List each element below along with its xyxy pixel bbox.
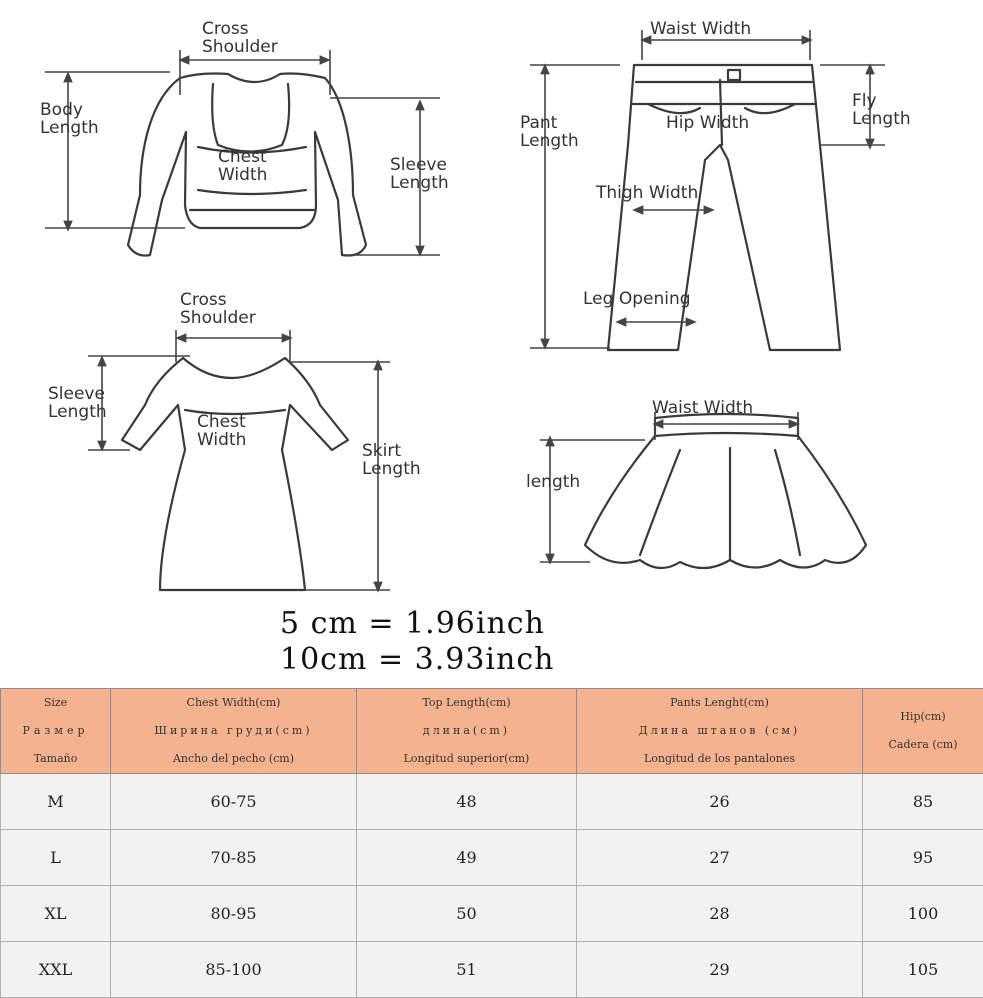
header-size-es: Tamaño xyxy=(1,745,110,773)
header-size xyxy=(1,689,111,774)
cell-top-length: 50 xyxy=(357,886,577,942)
label-skirt-length-1: Skirt xyxy=(362,441,401,461)
cell-top-length: 51 xyxy=(357,942,577,998)
label-dress-cross-shoulder-2: Shoulder xyxy=(180,308,256,328)
cell-size: M xyxy=(1,774,111,830)
cell-top-length: 48 xyxy=(357,774,577,830)
skirt-outline xyxy=(585,414,866,568)
header-pants-length-en: Pants Lenght(cm) xyxy=(577,689,862,717)
header-top-length-es: Longitud superior(cm) xyxy=(357,745,576,773)
label-top-sleeve-length-1: Sleeve xyxy=(390,155,447,175)
label-skirt-length-small: length xyxy=(526,472,580,492)
cell-top-length: 49 xyxy=(357,830,577,886)
label-dress-chest-width-1: Chest xyxy=(197,412,246,432)
label-dress-chest-width-2: Width xyxy=(197,430,246,450)
cell-pants-length: 29 xyxy=(577,942,863,998)
header-pants-length xyxy=(577,689,863,774)
table-row xyxy=(1,774,983,830)
label-fly-length-2: Length xyxy=(852,109,911,129)
label-skirt-waist-width: Waist Width xyxy=(652,398,753,418)
label-dress-cross-shoulder-1: Cross xyxy=(180,290,227,310)
header-top-length-ru: длина(cm) xyxy=(357,717,576,745)
measurement-labels xyxy=(40,19,911,492)
table-row xyxy=(1,886,983,942)
label-hip-width: Hip Width xyxy=(666,113,749,133)
header-size-en: Size xyxy=(1,689,110,717)
label-top-cross-shoulder-1: Cross xyxy=(202,19,249,39)
conversion-5cm: 5 cm = 1.96inch xyxy=(280,606,545,641)
label-top-chest-width-2: Width xyxy=(218,165,267,185)
cell-hip: 105 xyxy=(863,942,983,998)
label-top-sleeve-length-2: Length xyxy=(390,173,449,193)
label-pant-length-1: Pant xyxy=(520,113,558,133)
size-table-header xyxy=(1,689,983,774)
header-chest-en: Chest Width(cm) xyxy=(111,689,356,717)
cell-chest: 80-95 xyxy=(111,886,357,942)
dress-outline xyxy=(122,358,348,590)
cell-size: XL xyxy=(1,886,111,942)
label-skirt-length-2: Length xyxy=(362,459,421,479)
header-pants-length-es: Longitud de los pantalones xyxy=(577,745,862,773)
header-hip-en: Hip(cm) xyxy=(863,703,983,731)
label-leg-opening: Leg Opening xyxy=(583,289,691,309)
header-size-ru: Размер xyxy=(1,717,110,745)
label-fly-length-1: Fly xyxy=(852,91,877,111)
header-top-length xyxy=(357,689,577,774)
header-pants-length-ru: Длина штанов (см) xyxy=(577,717,862,745)
label-top-chest-width-1: Chest xyxy=(218,147,267,167)
table-row xyxy=(1,942,983,998)
cell-size: L xyxy=(1,830,111,886)
cell-chest: 85-100 xyxy=(111,942,357,998)
header-chest-ru: Ширина груди(cm) xyxy=(111,717,356,745)
header-top-length-en: Top Length(cm) xyxy=(357,689,576,717)
label-thigh-width: Thigh Width xyxy=(595,183,698,203)
label-dress-sleeve-length-2: Length xyxy=(48,402,107,422)
size-table xyxy=(0,688,983,998)
cell-hip: 95 xyxy=(863,830,983,886)
label-pant-length-2: Length xyxy=(520,131,579,151)
label-pants-waist-width: Waist Width xyxy=(650,19,751,39)
cell-pants-length: 28 xyxy=(577,886,863,942)
header-hip-es: Cadera (cm) xyxy=(863,731,983,759)
cell-hip: 85 xyxy=(863,774,983,830)
label-body-length-1: Body xyxy=(40,100,83,120)
cell-chest: 70-85 xyxy=(111,830,357,886)
conversion-10cm: 10cm = 3.93inch xyxy=(280,642,554,677)
label-top-cross-shoulder-2: Shoulder xyxy=(202,37,278,57)
header-hip xyxy=(863,689,983,774)
label-body-length-2: Length xyxy=(40,118,99,138)
table-row xyxy=(1,830,983,886)
cell-size: XXL xyxy=(1,942,111,998)
cell-chest: 60-75 xyxy=(111,774,357,830)
header-chest-es: Ancho del pecho (cm) xyxy=(111,745,356,773)
cell-hip: 100 xyxy=(863,886,983,942)
cell-pants-length: 27 xyxy=(577,830,863,886)
header-chest xyxy=(111,689,357,774)
label-dress-sleeve-length-1: Sleeve xyxy=(48,384,105,404)
cell-pants-length: 26 xyxy=(577,774,863,830)
